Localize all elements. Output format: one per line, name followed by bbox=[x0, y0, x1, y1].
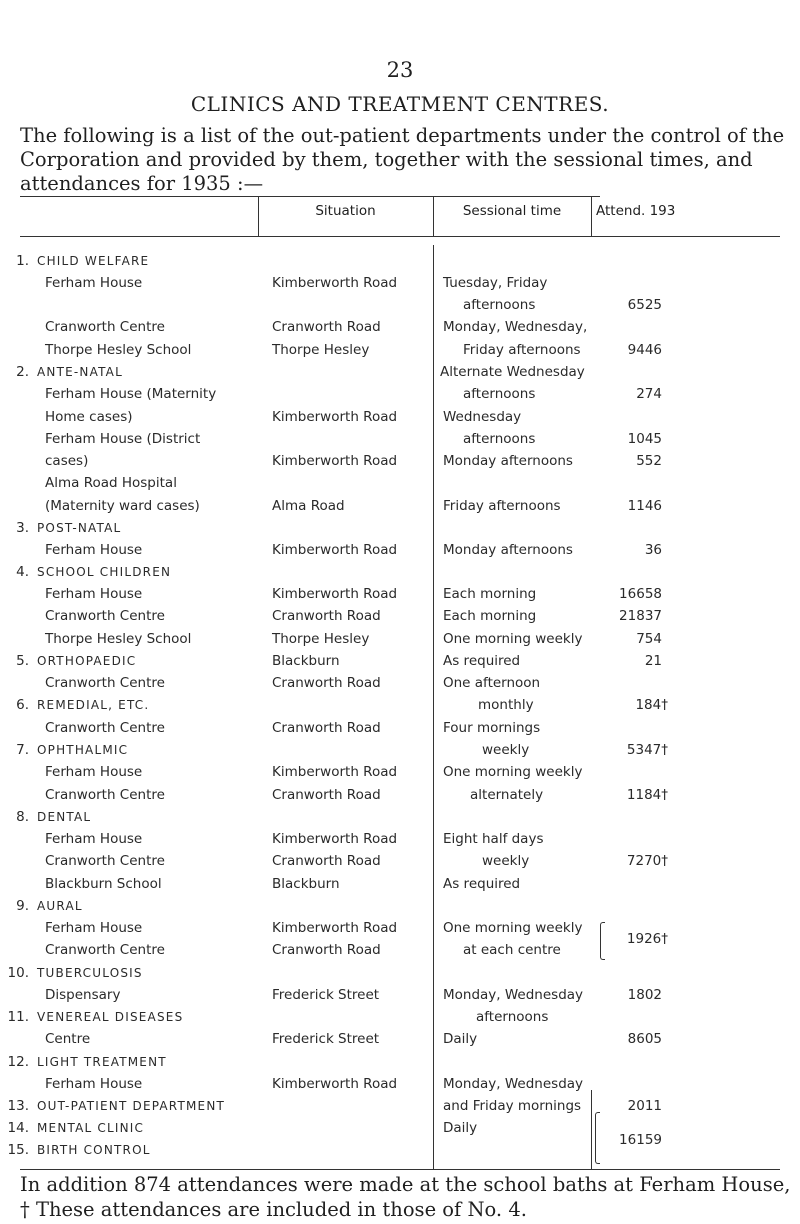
attendance-cell: 16658 bbox=[619, 586, 662, 602]
sessional-cell: One afternoon bbox=[443, 675, 541, 691]
table-top-rule bbox=[20, 196, 600, 197]
attendance-cell: 754 bbox=[636, 631, 662, 647]
sessional-cell: weekly bbox=[482, 742, 530, 758]
centre-name: Ferham House bbox=[45, 920, 143, 936]
situation-cell: Cranworth Road bbox=[272, 787, 381, 803]
situation-cell: Cranworth Road bbox=[272, 675, 381, 691]
centre-name: cases) bbox=[45, 453, 89, 469]
centre-name: Home cases) bbox=[45, 409, 133, 425]
header-situation: Situation bbox=[315, 203, 376, 219]
section-heading: 8. DENTAL bbox=[16, 809, 92, 825]
attendance-cell: 1184† bbox=[626, 787, 668, 803]
section-heading: 12. LIGHT TREATMENT bbox=[7, 1054, 167, 1070]
centre-name: Ferham House bbox=[45, 1076, 143, 1092]
sessional-cell: afternoons bbox=[463, 297, 536, 313]
situation-cell: Frederick Street bbox=[272, 1031, 380, 1047]
centre-name: Cranworth Centre bbox=[45, 853, 165, 869]
sessional-cell: Monday, Wednesday bbox=[443, 1076, 584, 1092]
sessional-cell: afternoons bbox=[463, 431, 536, 447]
column-rule-body-2 bbox=[433, 245, 434, 1170]
sessional-cell: Alternate Wednesday bbox=[440, 364, 585, 380]
situation-cell: Alma Road bbox=[272, 498, 345, 514]
sessional-cell: One morning weekly bbox=[443, 631, 583, 647]
page-number: 23 bbox=[386, 58, 414, 82]
sessional-cell: Eight half days bbox=[443, 831, 544, 847]
sessional-cell: Monday afternoons bbox=[443, 453, 573, 469]
sessional-cell: Monday, Wednesday, bbox=[443, 319, 588, 335]
sessional-cell: Tuesday, Friday bbox=[443, 275, 548, 291]
centre-name: Dispensary bbox=[45, 987, 121, 1003]
centre-name: Cranworth Centre bbox=[45, 608, 165, 624]
attendance-cell: 8605 bbox=[627, 1031, 662, 1047]
section-heading: 14. MENTAL CLINIC bbox=[7, 1120, 145, 1136]
header-sessional-time: Sessional time bbox=[462, 203, 562, 219]
section-heading: 10. TUBERCULOSIS bbox=[7, 965, 143, 981]
situation-cell: Kimberworth Road bbox=[272, 586, 398, 602]
centre-name: Cranworth Centre bbox=[45, 319, 165, 335]
section-heading: 1. CHILD WELFARE bbox=[16, 253, 150, 269]
situation-cell: Blackburn bbox=[272, 876, 340, 892]
attendance-cell: 7270† bbox=[626, 853, 668, 869]
attendance-cell: 21837 bbox=[619, 608, 662, 624]
situation-cell: Frederick Street bbox=[272, 987, 380, 1003]
sessional-cell: Daily bbox=[443, 1120, 478, 1136]
centre-name: Alma Road Hospital bbox=[45, 475, 177, 491]
intro-paragraph: The following is a list of the out-patient departments under the control of the Corporation and provided by them, together with the sessional times, and attendances for 1935 :— bbox=[20, 124, 785, 195]
centre-name: Ferham House bbox=[45, 275, 143, 291]
centre-name: Blackburn School bbox=[45, 876, 162, 892]
sessional-cell: monthly bbox=[478, 697, 534, 713]
centre-name: Cranworth Centre bbox=[45, 787, 165, 803]
table-bottom-rule bbox=[20, 1169, 780, 1170]
situation-cell: Kimberworth Road bbox=[272, 453, 398, 469]
section-heading: 11. VENEREAL DISEASES bbox=[7, 1009, 184, 1025]
page-heading: CLINICS AND TREATMENT CENTRES. bbox=[190, 92, 610, 116]
mental-clinic-bracket bbox=[595, 1112, 600, 1164]
attendance-cell: 9446 bbox=[627, 342, 662, 358]
sessional-cell: afternoons bbox=[476, 1009, 549, 1025]
aural-bracket bbox=[600, 922, 605, 960]
attendance-cell: 1802 bbox=[627, 987, 662, 1003]
sessional-cell: Friday afternoons bbox=[443, 498, 561, 514]
footnote-dagger: † These attendances are included in those of No. 4. bbox=[20, 1198, 527, 1221]
centre-name: Ferham House bbox=[45, 764, 143, 780]
sessional-cell: Four mornings bbox=[443, 720, 541, 736]
column-rule-3 bbox=[591, 196, 592, 236]
attendance-cell: 1045 bbox=[627, 431, 662, 447]
sessional-cell: Monday, Wednesday bbox=[443, 987, 584, 1003]
header-attendances: Attend. 193 bbox=[596, 203, 676, 219]
situation-cell: Cranworth Road bbox=[272, 853, 381, 869]
sessional-cell: Wednesday bbox=[443, 409, 522, 425]
situation-cell: Kimberworth Road bbox=[272, 275, 398, 291]
section-heading: 7. OPHTHALMIC bbox=[16, 742, 129, 758]
centre-name: Cranworth Centre bbox=[45, 942, 165, 958]
sessional-cell: Daily bbox=[443, 1031, 478, 1047]
attendance-cell: 16159 bbox=[619, 1132, 662, 1148]
sessional-cell: alternately bbox=[470, 787, 544, 803]
situation-cell: Kimberworth Road bbox=[272, 1076, 398, 1092]
centre-name: Centre bbox=[45, 1031, 91, 1047]
situation-cell: Thorpe Hesley bbox=[272, 342, 370, 358]
sessional-cell: Monday afternoons bbox=[443, 542, 573, 558]
sessional-cell: One morning weekly bbox=[443, 764, 583, 780]
sessional-cell: Each morning bbox=[443, 608, 537, 624]
sessional-cell: As required bbox=[443, 876, 521, 892]
section-heading: 9. AURAL bbox=[16, 898, 83, 914]
situation-cell: Kimberworth Road bbox=[272, 764, 398, 780]
situation-cell: Kimberworth Road bbox=[272, 831, 398, 847]
sessional-cell: at each centre bbox=[463, 942, 561, 958]
section-heading: 15. BIRTH CONTROL bbox=[7, 1142, 151, 1158]
sessional-cell: Each morning bbox=[443, 586, 537, 602]
situation-cell: Kimberworth Road bbox=[272, 542, 398, 558]
centre-name: Ferham House bbox=[45, 542, 143, 558]
centre-name: Ferham House bbox=[45, 831, 143, 847]
section-heading: 4. SCHOOL CHILDREN bbox=[16, 564, 172, 580]
situation-cell: Cranworth Road bbox=[272, 720, 381, 736]
centre-name: (Maternity ward cases) bbox=[45, 498, 200, 514]
sessional-cell: Friday afternoons bbox=[463, 342, 581, 358]
attendance-cell: 1146 bbox=[627, 498, 662, 514]
section-heading: 13. OUT-PATIENT DEPARTMENT bbox=[7, 1098, 226, 1114]
situation-cell: Cranworth Road bbox=[272, 319, 381, 335]
attendance-cell: 2011 bbox=[627, 1098, 662, 1114]
situation-cell: Kimberworth Road bbox=[272, 920, 398, 936]
header-bottom-rule bbox=[20, 236, 780, 237]
section-heading: 3. POST-NATAL bbox=[16, 520, 122, 536]
centre-name: Cranworth Centre bbox=[45, 720, 165, 736]
attendance-cell: 21 bbox=[644, 653, 662, 669]
situation-cell: Thorpe Hesley bbox=[272, 631, 370, 647]
attendance-cell: 5347† bbox=[626, 742, 668, 758]
sessional-cell: weekly bbox=[482, 853, 530, 869]
situation-cell: Blackburn bbox=[272, 653, 340, 669]
attendance-cell: 274 bbox=[636, 386, 662, 402]
sessional-cell: and Friday mornings bbox=[443, 1098, 582, 1114]
centre-name: Thorpe Hesley School bbox=[45, 631, 192, 647]
sessional-cell: As required bbox=[443, 653, 521, 669]
section-heading: 5. ORTHOPAEDIC bbox=[16, 653, 137, 669]
footer-note: In addition 874 attendances were made at the school baths at Ferham House, bbox=[20, 1173, 791, 1196]
attendance-cell: 1926† bbox=[626, 931, 668, 947]
attendance-cell: 6525 bbox=[627, 297, 662, 313]
centre-name: Thorpe Hesley School bbox=[45, 342, 192, 358]
centre-name: Ferham House (Maternity bbox=[45, 386, 217, 402]
centre-name: Ferham House (District bbox=[45, 431, 201, 447]
situation-cell: Cranworth Road bbox=[272, 608, 381, 624]
centre-name: Ferham House bbox=[45, 586, 143, 602]
attendance-cell: 36 bbox=[644, 542, 662, 558]
section-heading: 6. REMEDIAL, ETC. bbox=[16, 697, 150, 713]
situation-cell: Cranworth Road bbox=[272, 942, 381, 958]
column-rule-2 bbox=[433, 196, 434, 236]
sessional-cell: afternoons bbox=[463, 386, 536, 402]
sessional-cell: One morning weekly bbox=[443, 920, 583, 936]
centre-name: Cranworth Centre bbox=[45, 675, 165, 691]
section-heading: 2. ANTE-NATAL bbox=[16, 364, 123, 380]
attendance-cell: 184† bbox=[635, 697, 668, 713]
column-rule-1 bbox=[258, 196, 259, 236]
situation-cell: Kimberworth Road bbox=[272, 409, 398, 425]
attendance-cell: 552 bbox=[636, 453, 662, 469]
